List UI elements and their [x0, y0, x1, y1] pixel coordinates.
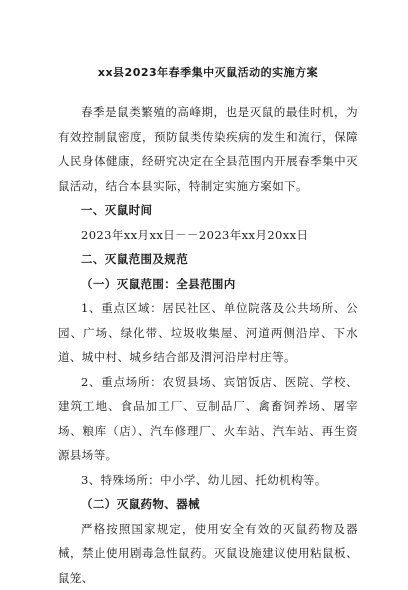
- subsection-heading-drugs: （二）灭鼠药物、器械: [58, 492, 358, 517]
- key-places-paragraph: 2、重点场所：农贸县场、宾馆饭店、医院、学校、建筑工地、食品加工厂、豆制品厂、禽畜饲养场、屠宰场、粮库（店）、汽车修理厂、火车站、汽车站、再生资源县场等。: [58, 370, 358, 468]
- time-range-text: 2023年xx月xx日－－2023年xx月20xx日: [58, 223, 358, 248]
- key-areas-paragraph: 1、重点区域：居民社区、单位院落及公共场所、公园、广场、绿化带、垃圾收集屋、河道两侧沿岸、下水道、城中村、城乡结合部及渭河沿岸村庄等。: [58, 296, 358, 370]
- document-title: xx县2023年春季集中灭鼠活动的实施方案: [58, 64, 358, 80]
- section-heading-scope: 二、灭鼠范围及规范: [58, 247, 358, 272]
- intro-paragraph: 春季是鼠类繁殖的高峰期，也是灭鼠的最佳时机，为有效控制鼠密度，预防鼠类传染疾病的发生和流行，保障人民身体健康，经研究决定在全县范围内开展春季集中灭鼠活动，结合本县实际，特制定实施方案如下。: [58, 100, 358, 198]
- special-places-paragraph: 3、特殊场所：中小学、幼儿园、托幼机构等。: [58, 468, 358, 493]
- section-heading-time: 一、灭鼠时间: [58, 198, 358, 223]
- subsection-heading-scope: （一）灭鼠范围：全县范围内: [58, 272, 358, 297]
- drugs-paragraph: 严格按照国家规定，使用安全有效的灭鼠药物及器械，禁止使用剧毒急性鼠药。灭鼠设施建议使用粘鼠板、鼠笼、: [58, 517, 358, 590]
